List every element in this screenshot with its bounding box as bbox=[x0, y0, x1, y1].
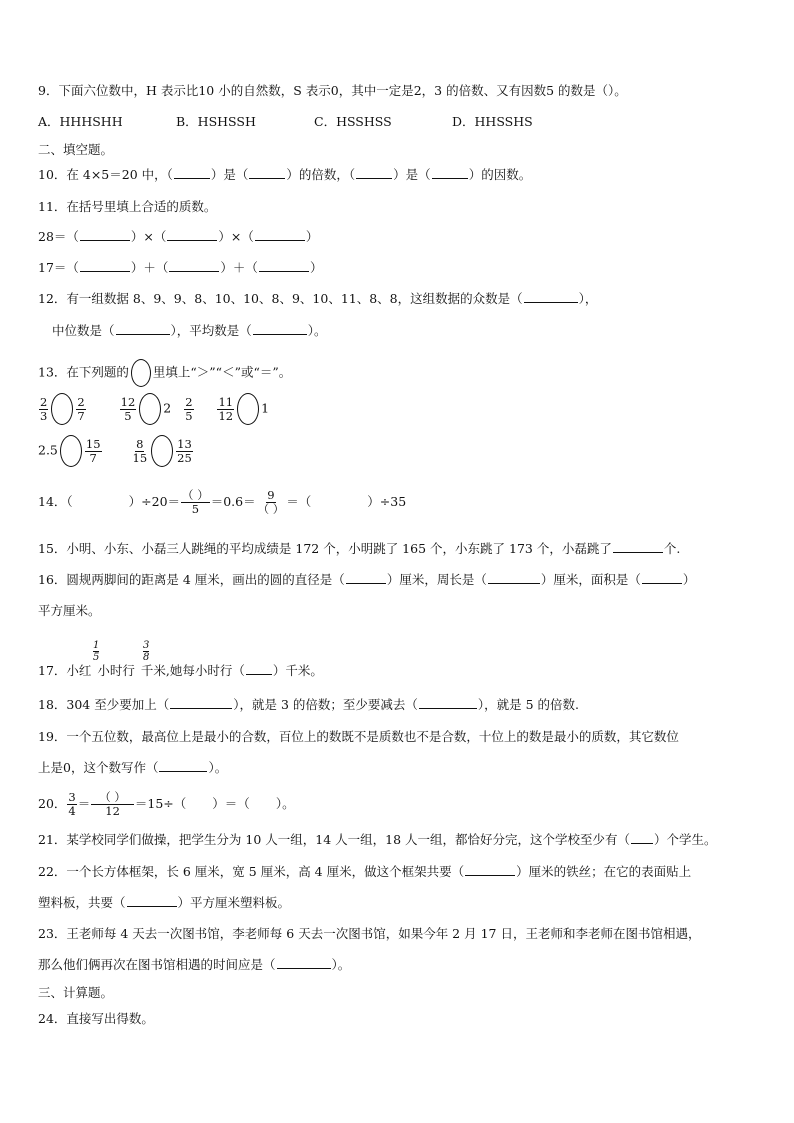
question-18 bbox=[38, 697, 579, 713]
denominator: 5 bbox=[185, 408, 193, 423]
q15-text-b: 个. bbox=[663, 541, 681, 556]
question-17 bbox=[38, 663, 323, 679]
q21-text-a: 21．某学校同学们做操，把学生分为 10 人一组，14 人一组，18 人一组，都恰好分完，这个学校至少有（ bbox=[38, 832, 631, 847]
question-23-line-1: 23．王老师每 4 天去一次图书馆，李老师每 6 天去一次图书馆，如果今年 2 月 17 日，王老师和李老师在图书馆相遇， bbox=[38, 926, 701, 941]
question-13-row-2 bbox=[38, 435, 194, 467]
q11-row2-end: ） bbox=[309, 260, 323, 275]
fraction bbox=[67, 791, 76, 818]
fraction bbox=[76, 396, 85, 423]
q10-text-c: ）的倍数，（ bbox=[286, 167, 356, 182]
fraction bbox=[143, 640, 149, 663]
q10-text-a: 10．在 4×5＝20 中，（ bbox=[38, 167, 173, 182]
compare-oval-input[interactable] bbox=[51, 393, 73, 425]
q14-text-e: ）÷35 bbox=[367, 494, 407, 509]
q11-row2-left: 17＝（ bbox=[38, 260, 79, 275]
numerator: 8 bbox=[136, 436, 144, 451]
question-9-choices bbox=[38, 114, 590, 130]
answer-blank[interactable] bbox=[356, 167, 392, 179]
value: 2.5 bbox=[38, 442, 58, 458]
answer-blank[interactable] bbox=[174, 167, 210, 179]
answer-blank[interactable] bbox=[631, 832, 653, 844]
numerator: 3 bbox=[143, 640, 150, 651]
q11-row1-left: 28＝（ bbox=[38, 229, 79, 244]
choice-c[interactable]: C．HSSHSS bbox=[314, 114, 392, 129]
question-22-line-1 bbox=[38, 864, 691, 880]
question-24: 24．直接写出得数。 bbox=[38, 1011, 154, 1026]
answer-blank[interactable] bbox=[465, 864, 515, 876]
numerator-blank[interactable]: （ ） bbox=[182, 488, 209, 502]
q19-line2-b: ）。 bbox=[208, 760, 228, 775]
answer-blank[interactable] bbox=[488, 572, 540, 584]
denominator: 25 bbox=[177, 450, 192, 465]
q13-title-a: 13．在下列题的 bbox=[38, 364, 129, 380]
fraction bbox=[132, 438, 149, 465]
q17-text-c: 千米,她每小时行（ bbox=[140, 663, 245, 678]
question-11-row-1 bbox=[38, 229, 318, 245]
value: 1 bbox=[261, 400, 270, 416]
answer-blank[interactable] bbox=[169, 260, 219, 272]
section-3-heading: 三、计算题。 bbox=[38, 985, 114, 1000]
denominator: 7 bbox=[77, 408, 85, 423]
answer-blank[interactable] bbox=[419, 697, 477, 709]
q12-line2-b: ），平均数是（ bbox=[170, 323, 252, 338]
answer-blank[interactable] bbox=[246, 663, 272, 675]
q16-text-a: 16．圆规两脚间的距离是 4 厘米，画出的圆的直径是（ bbox=[38, 572, 345, 587]
compare-oval-input[interactable] bbox=[151, 435, 173, 467]
compare-oval-input[interactable] bbox=[139, 393, 161, 425]
compare-oval-input[interactable] bbox=[237, 393, 259, 425]
q10-text-e: ）的因数。 bbox=[468, 167, 532, 182]
q17-text-a: 17．小红 bbox=[38, 663, 92, 678]
fraction bbox=[39, 396, 48, 423]
answer-blank[interactable] bbox=[432, 167, 468, 179]
compare-oval-input[interactable] bbox=[60, 435, 82, 467]
q20-text-c: ）＝（ bbox=[212, 796, 250, 811]
q16-text-b: ）厘米，周长是（ bbox=[386, 572, 487, 587]
answer-blank[interactable] bbox=[127, 895, 177, 907]
q18-text-c: ），就是 5 的倍数. bbox=[477, 697, 580, 712]
q11-row1-end: ） bbox=[305, 229, 319, 244]
denominator: 4 bbox=[68, 804, 76, 818]
numerator: 3 bbox=[68, 790, 76, 804]
numerator: 2 bbox=[185, 394, 193, 409]
fraction bbox=[120, 396, 137, 423]
question-12-line-1 bbox=[38, 291, 597, 307]
question-11-row-2 bbox=[38, 260, 322, 276]
fraction bbox=[181, 489, 210, 516]
question-20 bbox=[38, 788, 295, 820]
answer-blank[interactable] bbox=[613, 541, 663, 553]
numerator: 13 bbox=[177, 436, 192, 451]
denominator: 12 bbox=[218, 408, 234, 423]
q15-text-a: 15．小明、小东、小磊三人跳绳的平均成绩是 172 个，小明跳了 165 个，小东跳了 173 个，小磊跳了 bbox=[38, 541, 612, 556]
answer-blank[interactable] bbox=[642, 572, 682, 584]
q22-line1-b: ）厘米的铁丝；在它的表面贴上 bbox=[516, 864, 692, 879]
answer-blank[interactable] bbox=[253, 323, 307, 335]
q20-text-a: 20． bbox=[38, 796, 67, 811]
numerator: 12 bbox=[120, 394, 136, 409]
question-9 bbox=[38, 83, 627, 99]
q14-text-d: ＝（ bbox=[286, 494, 312, 509]
denominator: 12 bbox=[105, 804, 120, 818]
question-16-line-1 bbox=[38, 572, 695, 588]
question-23-line-2 bbox=[38, 957, 350, 973]
answer-blank[interactable] bbox=[259, 260, 309, 272]
equals-sign: ＝ bbox=[77, 796, 91, 811]
answer-blank[interactable] bbox=[249, 167, 285, 179]
q11-row1-mid2: ）×（ bbox=[218, 229, 254, 244]
answer-blank[interactable] bbox=[159, 760, 207, 772]
q11-row1-mid1: ）×（ bbox=[130, 229, 167, 244]
q20-text-d: ）。 bbox=[275, 796, 295, 811]
q14-text-b: ）÷20＝ bbox=[128, 494, 181, 509]
numerator: 11 bbox=[218, 394, 234, 409]
q22-line2-b: ）平方厘米塑料板。 bbox=[177, 895, 291, 910]
q16-text-c: ）厘米，面积是（ bbox=[540, 572, 641, 587]
answer-blank[interactable] bbox=[524, 291, 578, 303]
q11-row2-mid1: ）＋（ bbox=[130, 260, 169, 275]
q12-line2-c: ）。 bbox=[307, 323, 327, 338]
question-16-line-2: 平方厘米。 bbox=[38, 603, 101, 618]
q18-text-b: ），就是 3 的倍数；至少要减去（ bbox=[233, 697, 418, 712]
answer-blank[interactable] bbox=[80, 229, 130, 241]
denominator: 5 bbox=[191, 502, 200, 516]
comparison-oval-icon bbox=[131, 359, 151, 387]
q14-text-a: 14．（ bbox=[38, 494, 73, 509]
question-11-title: 11．在括号里填上合适的质数。 bbox=[38, 199, 217, 214]
q21-text-b: ）个学生。 bbox=[654, 832, 717, 847]
q22-line2-a: 塑料板，共要（ bbox=[38, 895, 126, 910]
q16-text-d: ） bbox=[682, 572, 696, 587]
fraction bbox=[184, 396, 193, 423]
answer-blank[interactable] bbox=[170, 697, 232, 709]
numerator-blank[interactable]: （ ） bbox=[91, 791, 134, 805]
denominator: 8 bbox=[143, 652, 150, 663]
choice-a[interactable]: A．HHHSHH bbox=[38, 114, 123, 129]
choice-d[interactable]: D．HHSSHS bbox=[452, 114, 533, 129]
denominator: 3 bbox=[40, 408, 48, 423]
denominator: 5 bbox=[124, 408, 132, 423]
question-15 bbox=[38, 541, 680, 557]
q23-line2-a: 那么他们俩再次在图书馆相遇的时间应是（ bbox=[38, 957, 276, 972]
q12-line2-a: 中位数是（ bbox=[52, 323, 115, 338]
question-22-line-2 bbox=[38, 895, 290, 911]
question-21 bbox=[38, 832, 717, 848]
fraction bbox=[257, 489, 286, 516]
q11-row2-mid2: ）＋（ bbox=[220, 260, 258, 275]
q23-line2-b: ）。 bbox=[331, 957, 351, 972]
denominator-blank[interactable]: （ ） bbox=[257, 502, 285, 516]
denominator: 7 bbox=[89, 450, 97, 465]
q10-text-b: ）是（ bbox=[210, 167, 249, 182]
question-12-line-2 bbox=[52, 323, 327, 339]
numerator: 1 bbox=[93, 640, 100, 651]
section-2-heading: 二、填空题。 bbox=[38, 142, 114, 157]
q12-line1: 12．有一组数据 8、9、9、8、10、10、8、9、10、11、8、8，这组数据的众数是（ bbox=[38, 291, 523, 306]
denominator: 5 bbox=[93, 652, 100, 663]
question-19-line-1: 19．一个五位数，最高位上是最小的合数，百位上的数既不是质数也不是合数，十位上的数是最小的质数，其它数位 bbox=[38, 729, 679, 744]
question-19-line-2 bbox=[38, 760, 227, 776]
question-13-row-1 bbox=[38, 393, 269, 425]
q14-text-c: ＝0.6＝ bbox=[210, 494, 256, 509]
question-9-text: 9．下面六位数中，H 表示比10 小的自然数，S 表示0，其中一定是2，3 的倍数、又有因数5 的数是（）。 bbox=[38, 83, 627, 98]
question-14 bbox=[38, 486, 406, 518]
q17-text-b: 小时行 bbox=[97, 663, 135, 678]
question-10 bbox=[38, 167, 531, 183]
fraction bbox=[85, 438, 102, 465]
denominator: 15 bbox=[132, 450, 148, 465]
answer-blank[interactable] bbox=[346, 572, 386, 584]
answer-blank[interactable] bbox=[255, 229, 305, 241]
fraction bbox=[93, 640, 99, 663]
question-13-title bbox=[38, 359, 291, 387]
numerator: 2 bbox=[40, 394, 48, 409]
answer-blank[interactable] bbox=[277, 957, 331, 969]
q18-text-a: 18．304 至少要加上（ bbox=[38, 697, 170, 712]
answer-blank[interactable] bbox=[80, 260, 130, 272]
q12-line1-end: ）， bbox=[578, 291, 598, 306]
fraction bbox=[217, 396, 234, 423]
choice-b[interactable]: B．HSHSSH bbox=[176, 114, 256, 129]
q22-line1-a: 22．一个长方体框架，长 6 厘米，宽 5 厘米，高 4 厘米，做这个框架共要（ bbox=[38, 864, 465, 879]
q20-text-b: ＝15÷（ bbox=[134, 796, 187, 811]
fraction bbox=[176, 438, 193, 465]
value: 2 bbox=[163, 400, 172, 416]
answer-blank[interactable] bbox=[167, 229, 217, 241]
q17-text-d: ）千米。 bbox=[272, 663, 323, 678]
numerator: 9 bbox=[267, 488, 275, 502]
numerator: 15 bbox=[85, 436, 101, 451]
q13-title-b: 里填上“＞”“＜”或“＝”。 bbox=[152, 364, 292, 380]
answer-blank[interactable] bbox=[116, 323, 170, 335]
numerator: 2 bbox=[77, 394, 85, 409]
q19-line2-a: 上是0，这个数写作（ bbox=[38, 760, 159, 775]
fraction bbox=[91, 791, 134, 818]
q10-text-d: ）是（ bbox=[393, 167, 431, 182]
